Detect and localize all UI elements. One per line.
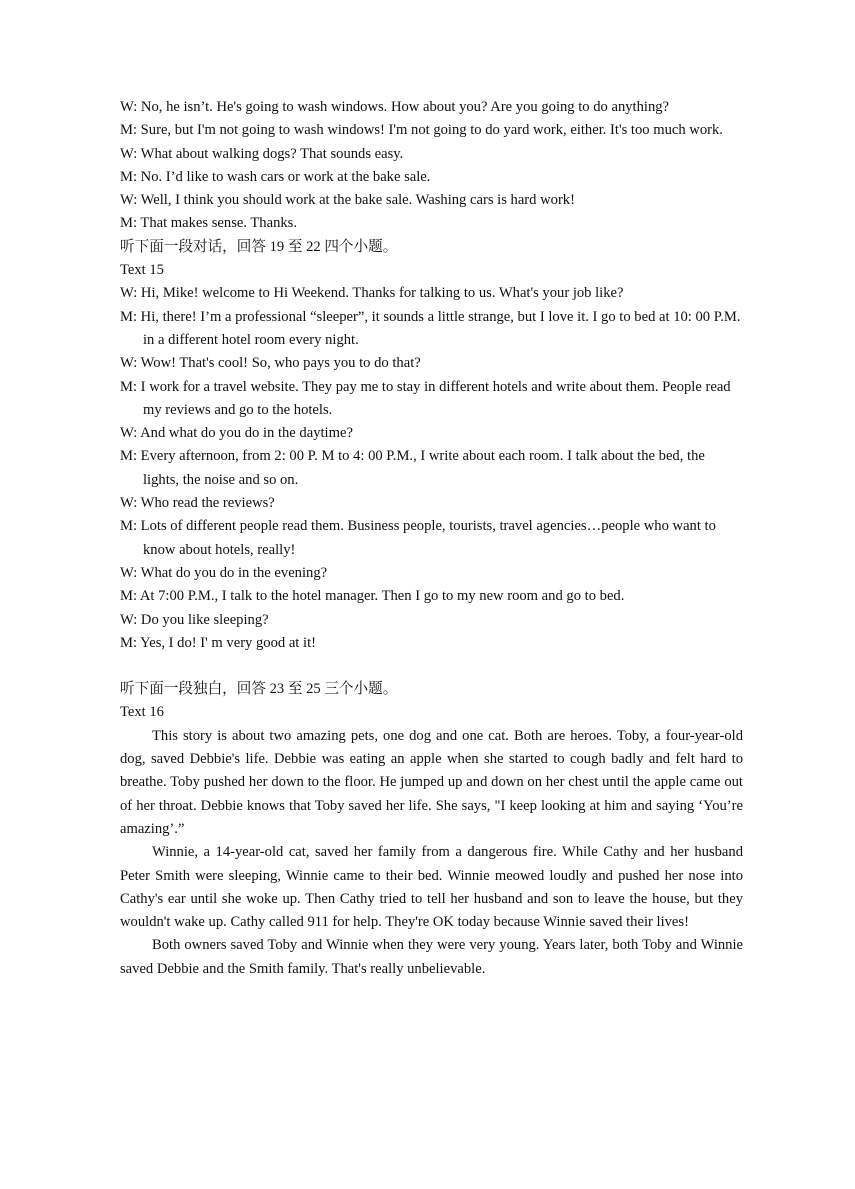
dialogue-line: W: Hi, Mike! welcome to Hi Weekend. Thanks for talking to us. What's your job like? bbox=[120, 285, 624, 302]
dialogue-line: M: That makes sense. Thanks. bbox=[120, 215, 297, 232]
paragraph: This story is about two amazing pets, one dog and one cat. Both are heroes. Toby, a four-year-old dog, saved Debbie's life. Debbie was eating an apple when she started to cough badly and felt hard to breathe. Toby pushed her down to the floor. He jumped up and down on her chest until the apple came out of her throat. Debbie knows that Toby saved her life. She says, "I keep looking at him and saying ‘You’re amazing’.” bbox=[120, 727, 743, 837]
dialogue-line: M: Hi, there! I’m a professional “sleeper”, it sounds a little strange, but I love it. I go to bed at 10: 00 P.M. in a different hotel room every night. bbox=[120, 308, 741, 348]
section-gap bbox=[120, 655, 743, 678]
dialogue-line: W: What about walking dogs? That sounds easy. bbox=[120, 145, 404, 162]
dialogue-line: M: Yes, I do! I' m very good at it! bbox=[120, 634, 316, 651]
dialogue-line: W: Wow! That's cool! So, who pays you to do that? bbox=[120, 355, 421, 372]
dialogue-line: W: Who read the reviews? bbox=[120, 495, 275, 512]
dialogue-line: M: No. I’d like to wash cars or work at the bake sale. bbox=[120, 168, 431, 185]
dialogue-line: W: Do you like sleeping? bbox=[120, 611, 269, 628]
dialogue-line: W: Well, I think you should work at the bake sale. Washing cars is hard work! bbox=[120, 192, 575, 209]
dialogue-line: W: No, he isn’t. He's going to wash windows. How about you? Are you going to do anything? bbox=[120, 99, 670, 115]
dialogue-line: M: Sure, but I'm not going to wash windows! I'm not going to do yard work, either. It's too much work. bbox=[120, 122, 723, 139]
dialogue-line: M: Every afternoon, from 2: 00 P. M to 4: 00 P.M., I write about each room. I talk about the bed, the lights, the noise and so on. bbox=[120, 448, 705, 488]
dialogue-line: W: What do you do in the evening? bbox=[120, 564, 328, 581]
text15-dialogue bbox=[120, 282, 743, 655]
dialogue-line: W: And what do you do in the daytime? bbox=[120, 425, 353, 442]
dialogue-top bbox=[120, 96, 743, 236]
text16-title: Text 16 bbox=[120, 704, 164, 721]
instruction-23-25: 听下面一段独白，回答 23 至 25 三个小题。 bbox=[120, 681, 398, 698]
paragraph: Both owners saved Toby and Winnie when they were very young. Years later, both Toby and Winnie saved Debbie and the Smith family. That's really unbelievable. bbox=[120, 937, 743, 977]
dialogue-line: M: At 7:00 P.M., I talk to the hotel manager. Then I go to my new room and go to bed. bbox=[120, 588, 625, 605]
text15-title: Text 15 bbox=[120, 262, 164, 279]
paragraph: Winnie, a 14-year-old cat, saved her family from a dangerous fire. While Cathy and her husband Peter Smith were sleeping, Winnie came to their bed. Winnie meowed loudly and pushed her nose into Cathy's ear until she woke up. Then Cathy tried to tell her husband and son to leave the house, but they wouldn't wake up. Cathy called 911 for help. They're OK today because Winnie saved their lives! bbox=[120, 844, 743, 931]
text16-monologue bbox=[120, 725, 743, 981]
document-body bbox=[120, 96, 743, 981]
dialogue-line: M: Lots of different people read them. Business people, tourists, travel agencies…people who want to know about hotels, really! bbox=[120, 518, 716, 558]
instruction-19-22: 听下面一段对话，回答 19 至 22 四个小题。 bbox=[120, 238, 398, 255]
dialogue-line: M: I work for a travel website. They pay me to stay in different hotels and write about them. People read my reviews and go to the hotels. bbox=[120, 378, 731, 418]
